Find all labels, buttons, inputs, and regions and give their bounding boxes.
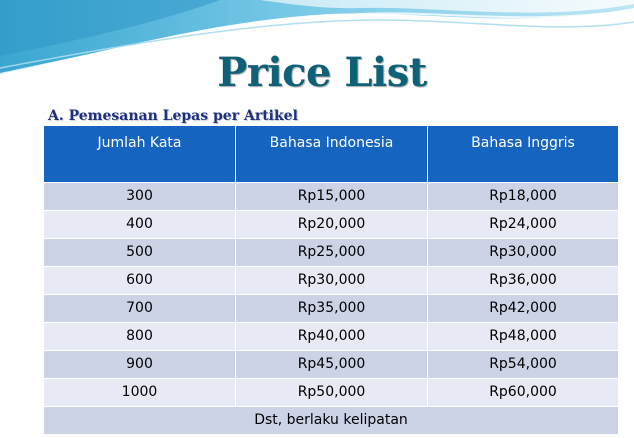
word-count-cell: 800: [44, 322, 236, 350]
table-row: [44, 322, 619, 350]
english-price-cell: Rp54,000: [428, 350, 619, 378]
table-footer-row: [44, 406, 619, 434]
column-header-english: Bahasa Inggris: [428, 126, 619, 182]
column-header-word-count: Jumlah Kata: [44, 126, 236, 182]
english-price-cell: Rp42,000: [428, 294, 619, 322]
table-row: [44, 182, 619, 210]
indonesian-price-cell: Rp30,000: [236, 266, 428, 294]
english-price-cell: Rp24,000: [428, 210, 619, 238]
column-header-indonesian: Bahasa Indonesia: [236, 126, 428, 182]
table-row: [44, 238, 619, 266]
table-row: [44, 210, 619, 238]
price-table-container: [43, 126, 618, 435]
word-count-cell: 700: [44, 294, 236, 322]
indonesian-price-cell: Rp35,000: [236, 294, 428, 322]
table-footer-note: Dst, berlaku kelipatan: [44, 406, 619, 434]
table-row: [44, 266, 619, 294]
english-price-cell: Rp60,000: [428, 378, 619, 406]
english-price-cell: Rp30,000: [428, 238, 619, 266]
indonesian-price-cell: Rp45,000: [236, 350, 428, 378]
table-header-row: [44, 126, 619, 182]
price-table: [43, 126, 619, 435]
word-count-cell: 900: [44, 350, 236, 378]
word-count-cell: 300: [44, 182, 236, 210]
word-count-cell: 400: [44, 210, 236, 238]
indonesian-price-cell: Rp40,000: [236, 322, 428, 350]
english-price-cell: Rp48,000: [428, 322, 619, 350]
indonesian-price-cell: Rp50,000: [236, 378, 428, 406]
english-price-cell: Rp36,000: [428, 266, 619, 294]
word-count-cell: 1000: [44, 378, 236, 406]
indonesian-price-cell: Rp25,000: [236, 238, 428, 266]
table-row: [44, 294, 619, 322]
section-subtitle: A. Pemesanan Lepas per Artikel: [48, 108, 298, 124]
indonesian-price-cell: Rp20,000: [236, 210, 428, 238]
table-row: [44, 378, 619, 406]
table-row: [44, 350, 619, 378]
page-title: Price List: [217, 49, 427, 96]
word-count-cell: 600: [44, 266, 236, 294]
english-price-cell: Rp18,000: [428, 182, 619, 210]
indonesian-price-cell: Rp15,000: [236, 182, 428, 210]
word-count-cell: 500: [44, 238, 236, 266]
